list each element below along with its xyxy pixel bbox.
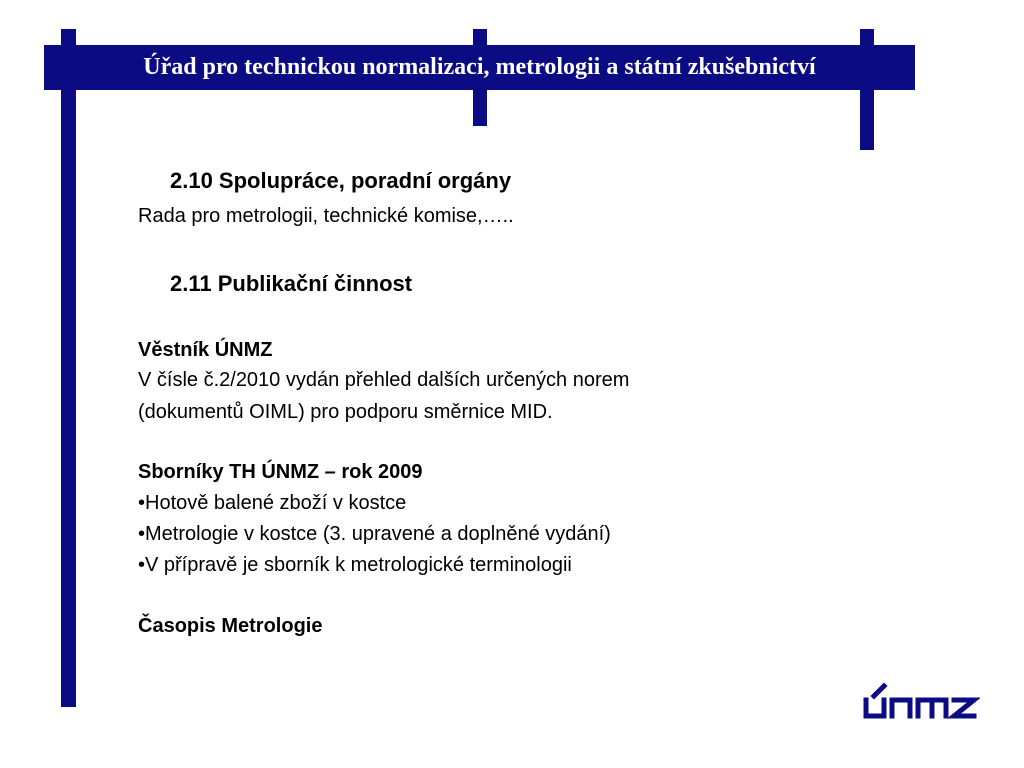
sborniky-item: •Hotově balené zboží v kostce (138, 492, 407, 514)
vestnik-line-1: V čísle č.2/2010 vydán přehled dalších určených norem (138, 369, 630, 391)
page-title: Úřad pro technickou normalizaci, metrologii a státní zkušebnictví (143, 54, 816, 80)
section-heading-2-10: 2.10 Spolupráce, poradní orgány (170, 168, 512, 193)
sborniky-item: •Metrologie v kostce (3. upravené a doplněné vydání) (138, 523, 611, 545)
unmz-logo-icon (856, 678, 980, 724)
vestnik-line-2: (dokumentů OIML) pro podporu směrnice MID. (138, 401, 553, 423)
sborniky-title: Sborníky TH ÚNMZ – rok 2009 (138, 461, 423, 483)
section-heading-2-11: 2.11 Publikační činnost (170, 271, 413, 296)
vestnik-title: Věstník ÚNMZ (138, 339, 273, 361)
section-text-2-10: Rada pro metrologii, technické komise,….. (138, 205, 514, 227)
sborniky-item: •V přípravě je sborník k metrologické terminologii (138, 554, 572, 576)
casopis-title: Časopis Metrologie (138, 615, 323, 637)
